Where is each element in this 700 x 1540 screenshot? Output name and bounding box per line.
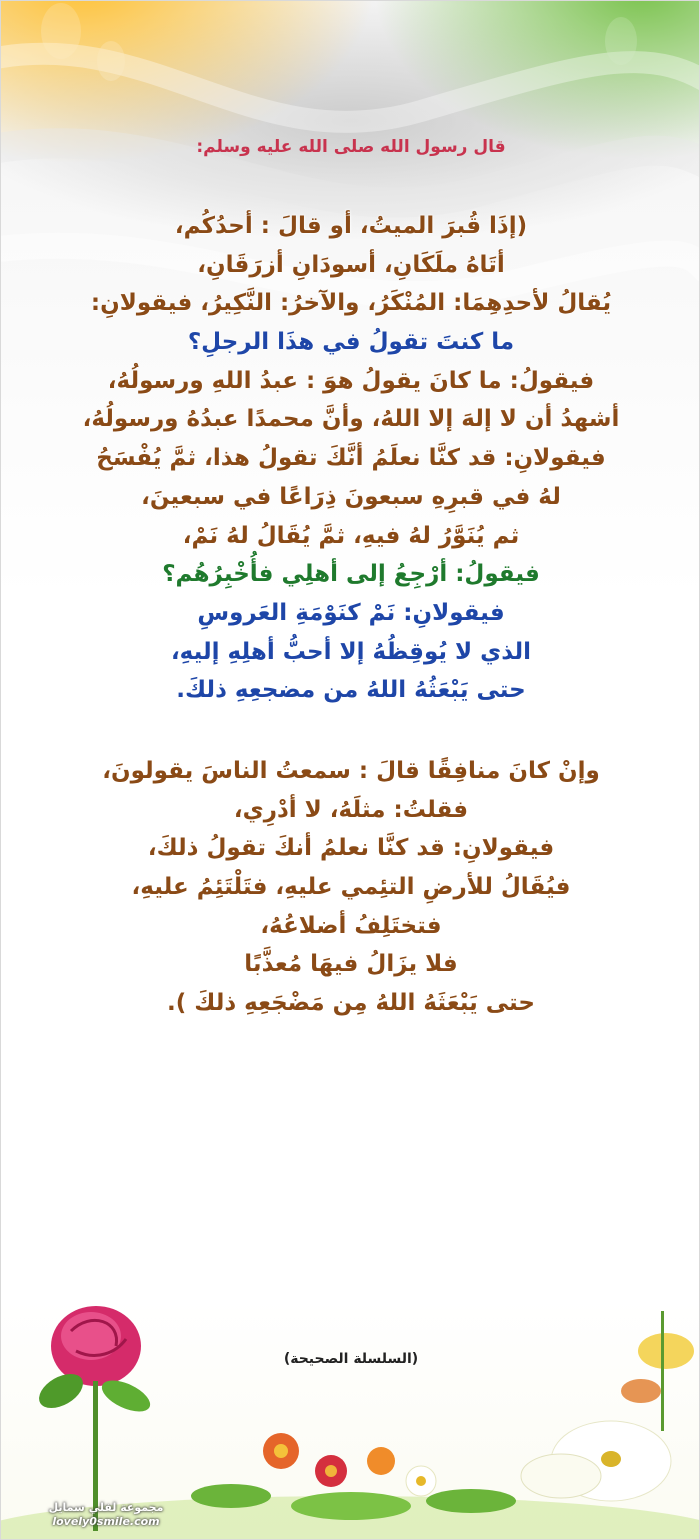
- watermark-arabic: مجموعة لفلي سمايل: [48, 1501, 164, 1514]
- hadith-line: أتَاهُ ملَكَانِ، أسودَانِ أزرَقَانِ،: [197, 251, 505, 278]
- hadith-line: (إذَا قُبرَ الميتُ، أو قالَ : أحدُكُم،: [174, 213, 528, 239]
- hadith-line: فيقولُ: ما كانَ يقولُ هوَ : عبدُ اللهِ ورسولُهُ،: [107, 367, 595, 394]
- hadith-line: أشهدُ أن لا إلهَ إلا اللهُ، وأنَّ محمدًا عبدُهُ ورسولُهُ،: [82, 406, 620, 433]
- hadith-line: وإنْ كانَ منافِقًا قالَ : سمعتُ الناسَ يقولونَ،: [102, 757, 600, 784]
- site-watermark: [31, 1501, 181, 1529]
- hadith-line: الذي لا يُوقِظُهُ إلا أحبُّ أهلِهِ إليهِ،: [170, 638, 532, 665]
- hadith-line: حتى يَبْعَثَهُ اللهُ مِن مَضْجَعِهِ ذلكَ ).: [167, 990, 535, 1017]
- hadith-line: يُقالُ لأحدِهِمَا: المُنْكَرُ، والآخرُ: النَّكِيرُ، فيقولانِ:: [90, 290, 612, 317]
- hadith-line: ما كنتَ تقولُ في هذَا الرجلِ؟: [187, 329, 515, 356]
- hadith-text: [31, 207, 671, 1023]
- source-citation: (السلسلة الصحيحة): [283, 1351, 419, 1367]
- rose-icon: [33, 1306, 154, 1531]
- hadith-line: فيقولانِ: قد كنَّا نعلَمُ أنَّكَ تقولُ هذا، ثمَّ يُفْسَحُ: [96, 445, 606, 472]
- hadith-line: فلا يزَالُ فيهَا مُعذَّبًا: [244, 951, 458, 978]
- hadith-line: فيُقَالُ للأرضِ التئِمي عليهِ، فتَلْتَئِمُ عليهِ،: [131, 874, 571, 900]
- hadith-line: ثم يُنَوَّرُ لهُ فيهِ، ثمَّ يُقَالُ لهُ نَمْ،: [182, 522, 520, 549]
- hadith-line: فقلتُ: مثلَهُ، لا أدْرِي،: [233, 796, 469, 823]
- hadith-line: حتى يَبْعَثُهُ اللهُ من مضجعِهِ ذلكَ.: [176, 677, 526, 704]
- lily-icon: [521, 1311, 694, 1501]
- stanza-gap: [31, 710, 671, 752]
- hadith-line: فتختَلِفُ أضلاعُهُ،: [260, 912, 442, 939]
- hadith-line: فيقولُ: أرْجِعُ إلى أهلِي فأُخْبِرُهُم؟: [162, 561, 540, 588]
- hadith-line: فيقولانِ: قد كنَّا نعلمُ أنكَ تقولُ ذلكَ،: [147, 835, 555, 862]
- hadith-line: فيقولانِ: نَمْ كنَوْمَةِ العَروسِ: [197, 599, 505, 626]
- watermark-site: lovely0smile.com: [52, 1515, 160, 1528]
- hadith-line: لهُ في قبرِهِ سبعونَ ذِرَاعًا في سبعينَ،: [141, 483, 561, 510]
- small-flowers-icon: [191, 1433, 516, 1520]
- hadith-intro: قال رسول الله صلى الله عليه وسلم:: [196, 137, 506, 157]
